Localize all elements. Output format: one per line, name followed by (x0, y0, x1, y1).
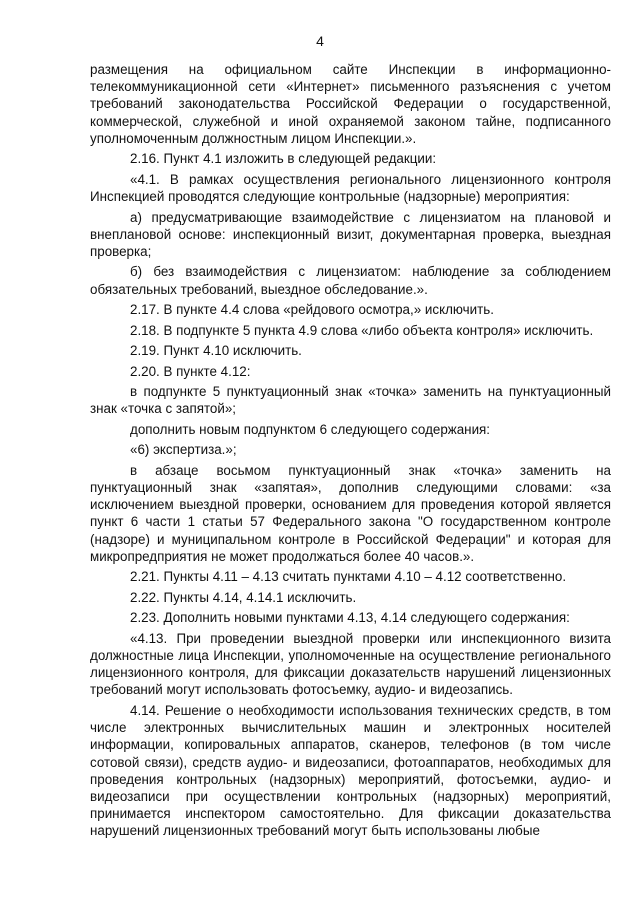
paragraph: в подпункте 5 пунктуационный знак «точка» заменить на пунктуационный знак «точка с запятой»; (90, 384, 611, 417)
paragraph: «4.1. В рамках осуществления регионального лицензионного контроля Инспекцией проводятся следующие контрольные (надзорные) мероприятия: (90, 171, 611, 205)
paragraph: 2.16. Пункт 4.1 изложить в следующей редакции: (130, 151, 437, 167)
paragraph: «4.13. При проведении выездной проверки или инспекционного визита должностные лица Инспекции, уполномоченные на осуществление регионального лицензионного контроля, для фиксации доказательств нарушений лицензионных требований могут использовать фотосъемку, аудио- и видеозапись. (90, 630, 611, 698)
paragraph: размещения на официальном сайте Инспекции в информационно-телекоммуникационной сети «Интернет» письменного разъяснения с учетом требований законодательства Российской Федерации о государственной, коммерческой, служебной и иной охраняемой законом тайне, подписанного уполномоченным должностным лицом Инспекции.». (90, 62, 611, 146)
paragraph: 2.18. В подпункте 5 пункта 4.9 слова «либо объекта контроля» исключить. (130, 322, 594, 338)
paragraph: 2.21. Пункты 4.11 – 4.13 считать пунктами 4.10 – 4.12 соответственно. (130, 569, 567, 585)
paragraph: «6) экспертиза.»; (130, 442, 237, 458)
paragraph: б) без взаимодействия с лицензиатом: наблюдение за соблюдением обязательных требований, выездное обследование.». (90, 264, 611, 297)
paragraph: 4.14. Решение о необходимости использования технических средств, в том числе электронных вычислительных машин и электронных носителей информации, копировальных аппаратов, сканеров, телефонов (в том числе сотовой связи), средств аудио- и видеозаписи, фотоаппаратов, необходимых для проведения контрольных (надзорных) мероприятий, фотосъемки, аудио- и видеозаписи при осуществлении контрольных (надзорных) мероприятий, принимается инспектором самостоятельно. Для фиксации доказательства нарушений лицензионных требований могут быть использованы любые (90, 702, 611, 839)
paragraph: а) предусматривающие взаимодействие с лицензиатом на плановой и внеплановой основе: инспекционный визит, документарная проверка, выездная проверка; (90, 209, 611, 259)
paragraph: 2.20. В пункте 4.12: (130, 363, 251, 379)
paragraph: в абзаце восьмом пунктуационный знак «точка» заменить на пунктуационный знак «запятая», дополнив следующими словами: «за исключением выездной проверки, основанием для проведения которой является пункт 6 части 1 статьи 57 Федерального закона "О государственном контроле (надзоре) и муниципальном контроле в Российской Федерации" и которая для микропредприятия не может продолжаться более 40 часов.». (90, 462, 611, 564)
paragraph: 2.22. Пункты 4.14, 4.14.1 исключить. (130, 589, 357, 605)
paragraph: дополнить новым подпунктом 6 следующего содержания: (130, 421, 491, 437)
paragraph: 2.19. Пункт 4.10 исключить. (130, 343, 302, 359)
document-body (90, 61, 611, 843)
paragraph: 2.23. Дополнить новыми пунктами 4.13, 4.14 следующего содержания: (130, 610, 570, 626)
page-number: 4 (316, 33, 324, 49)
paragraph: 2.17. В пункте 4.4 слова «рейдового осмотра,» исключить. (130, 302, 494, 318)
